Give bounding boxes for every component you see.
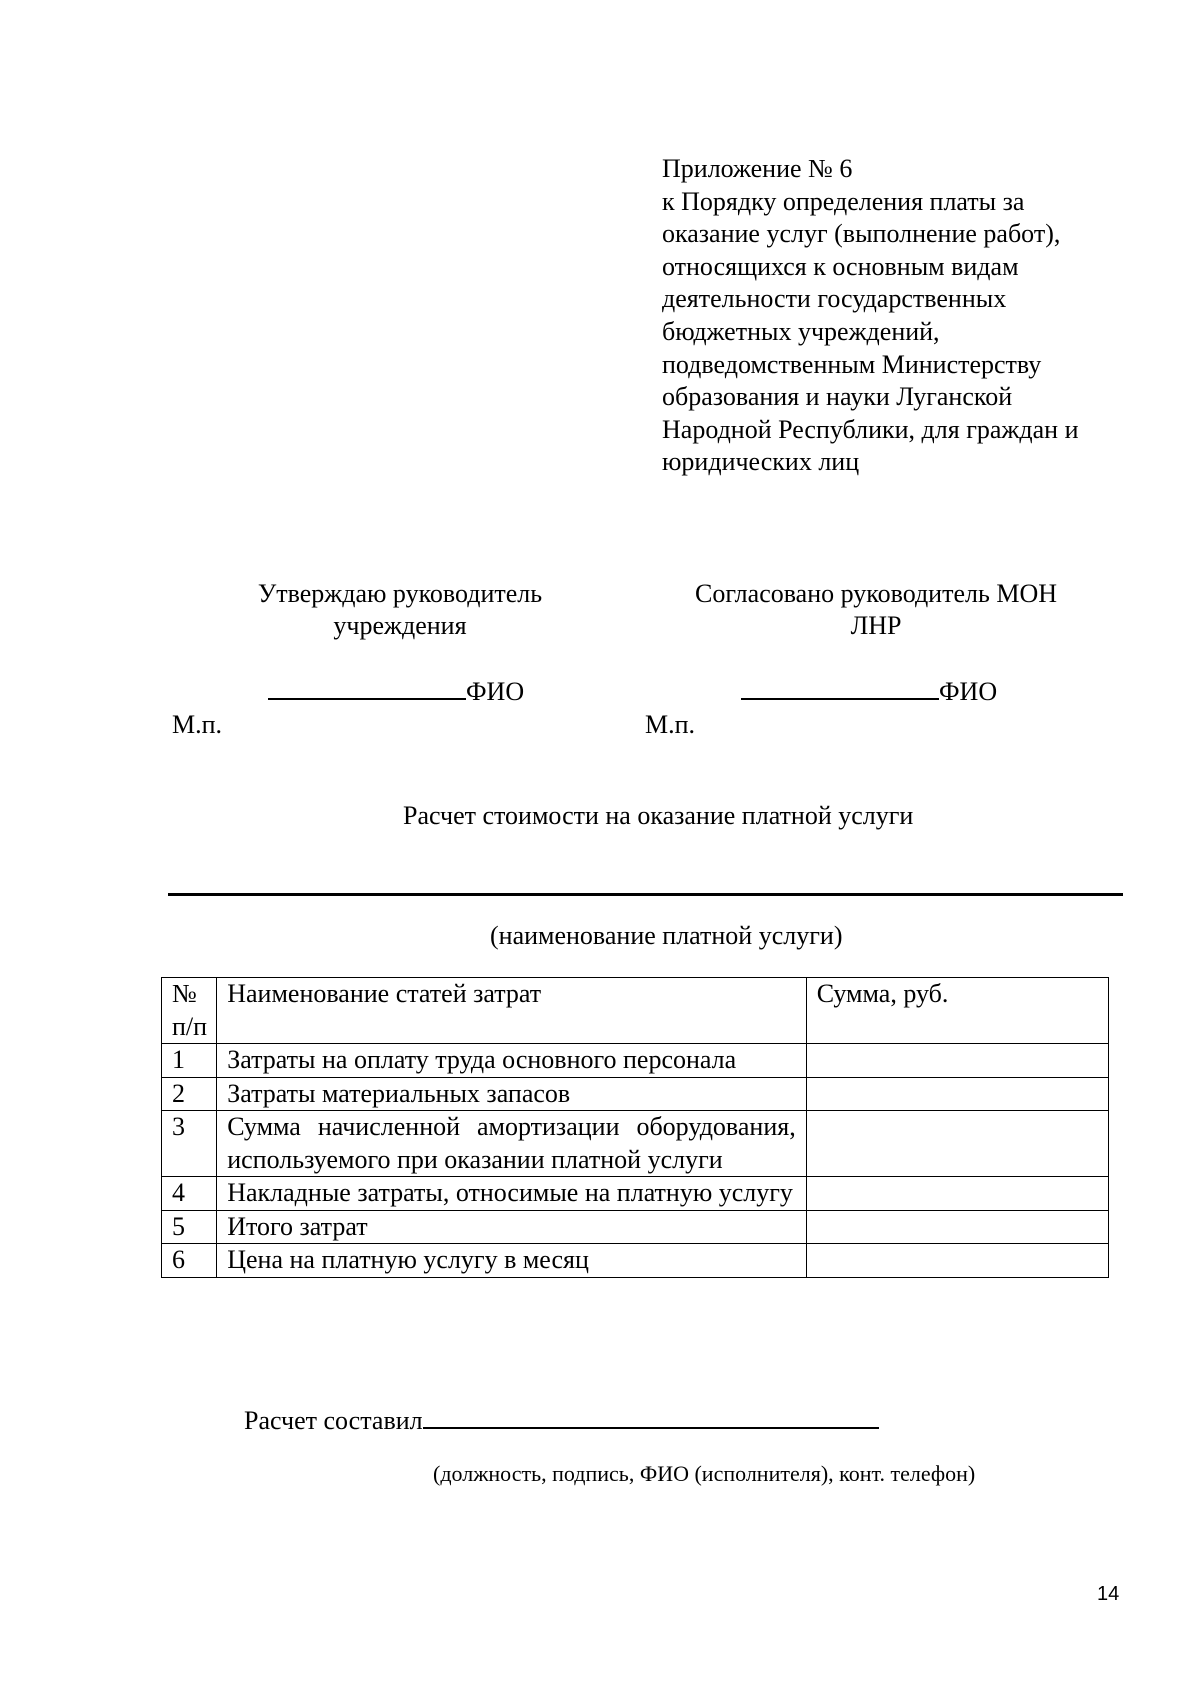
table-header-row	[162, 978, 1109, 1044]
header-num: № п/п	[162, 978, 217, 1044]
service-name-blank[interactable]	[168, 893, 1123, 896]
cell-name: Сумма начисленной амортизации оборудования, используемого при оказании платной услуги	[217, 1111, 806, 1177]
cost-table	[161, 977, 1109, 1278]
header-name: Наименование статей затрат	[217, 978, 806, 1044]
table-row	[162, 1244, 1109, 1278]
approve-stamp-label: М.п.	[172, 710, 223, 739]
table-row	[162, 1177, 1109, 1211]
approve-title-line: Утверждаю руководитель	[257, 579, 543, 608]
cell-name: Затраты на оплату труда основного персонала	[217, 1044, 806, 1078]
header-sum: Сумма, руб.	[806, 978, 1108, 1044]
cell-num: 2	[162, 1077, 217, 1111]
appendix-line: относящихся к основным видам	[662, 251, 1019, 281]
appendix-line: Приложение № 6	[662, 154, 853, 183]
table-row	[162, 1077, 1109, 1111]
appendix-line: деятельности государственных	[662, 284, 1007, 314]
cell-sum[interactable]	[806, 1177, 1108, 1211]
approve-fio-label: ФИО	[466, 677, 525, 706]
cell-sum[interactable]	[806, 1210, 1108, 1244]
cell-sum[interactable]	[806, 1111, 1108, 1177]
table-row	[162, 1044, 1109, 1078]
cell-num: 6	[162, 1244, 217, 1278]
cell-sum[interactable]	[806, 1244, 1108, 1278]
table-row	[162, 1111, 1109, 1177]
composed-by-caption: (должность, подпись, ФИО (исполнителя), конт. телефон)	[433, 1461, 976, 1486]
agree-block-title	[656, 578, 1096, 642]
composed-by-label: Расчет составил	[244, 1406, 423, 1435]
composed-by-blank[interactable]	[423, 1403, 879, 1429]
cell-num: 3	[162, 1111, 217, 1177]
agree-signature-line	[741, 676, 997, 707]
agree-signature-blank[interactable]	[741, 676, 939, 700]
table-row	[162, 1210, 1109, 1244]
agree-title-line: ЛНР	[850, 611, 902, 640]
cell-sum[interactable]	[806, 1044, 1108, 1078]
appendix-line: Народной Республики, для граждан и	[662, 414, 1079, 444]
cell-num: 5	[162, 1210, 217, 1244]
appendix-line: образования и науки Луганской	[662, 382, 1013, 412]
cell-sum[interactable]	[806, 1077, 1108, 1111]
cell-name: Итого затрат	[217, 1210, 806, 1244]
composed-by-line	[244, 1403, 879, 1437]
cell-name: Затраты материальных запасов	[217, 1077, 806, 1111]
agree-stamp-label: М.п.	[645, 710, 696, 739]
page-number: 14	[1097, 1583, 1120, 1605]
cell-num: 1	[162, 1044, 217, 1078]
calculation-title: Расчет стоимости на оказание платной услуги	[403, 801, 914, 830]
appendix-line: к Порядку определения платы за	[662, 186, 1025, 216]
appendix-line: юридических лиц	[662, 447, 860, 477]
approve-title-line: учреждения	[333, 611, 467, 640]
appendix-line: бюджетных учреждений,	[662, 316, 940, 346]
cell-name: Накладные затраты, относимые на платную услугу	[217, 1177, 806, 1211]
approve-signature-line	[268, 676, 524, 707]
agree-title-line: Согласовано руководитель МОН	[695, 579, 1057, 608]
service-name-caption: (наименование платной услуги)	[490, 921, 843, 950]
approve-signature-blank[interactable]	[268, 676, 466, 700]
appendix-header	[662, 153, 1132, 479]
approve-block-title	[200, 578, 600, 642]
appendix-line: оказание услуг (выполнение работ),	[662, 219, 1061, 249]
cell-name: Цена на платную услугу в месяц	[217, 1244, 806, 1278]
cell-num: 4	[162, 1177, 217, 1211]
agree-fio-label: ФИО	[939, 677, 998, 706]
appendix-line: подведомственным Министерству	[662, 349, 1042, 379]
